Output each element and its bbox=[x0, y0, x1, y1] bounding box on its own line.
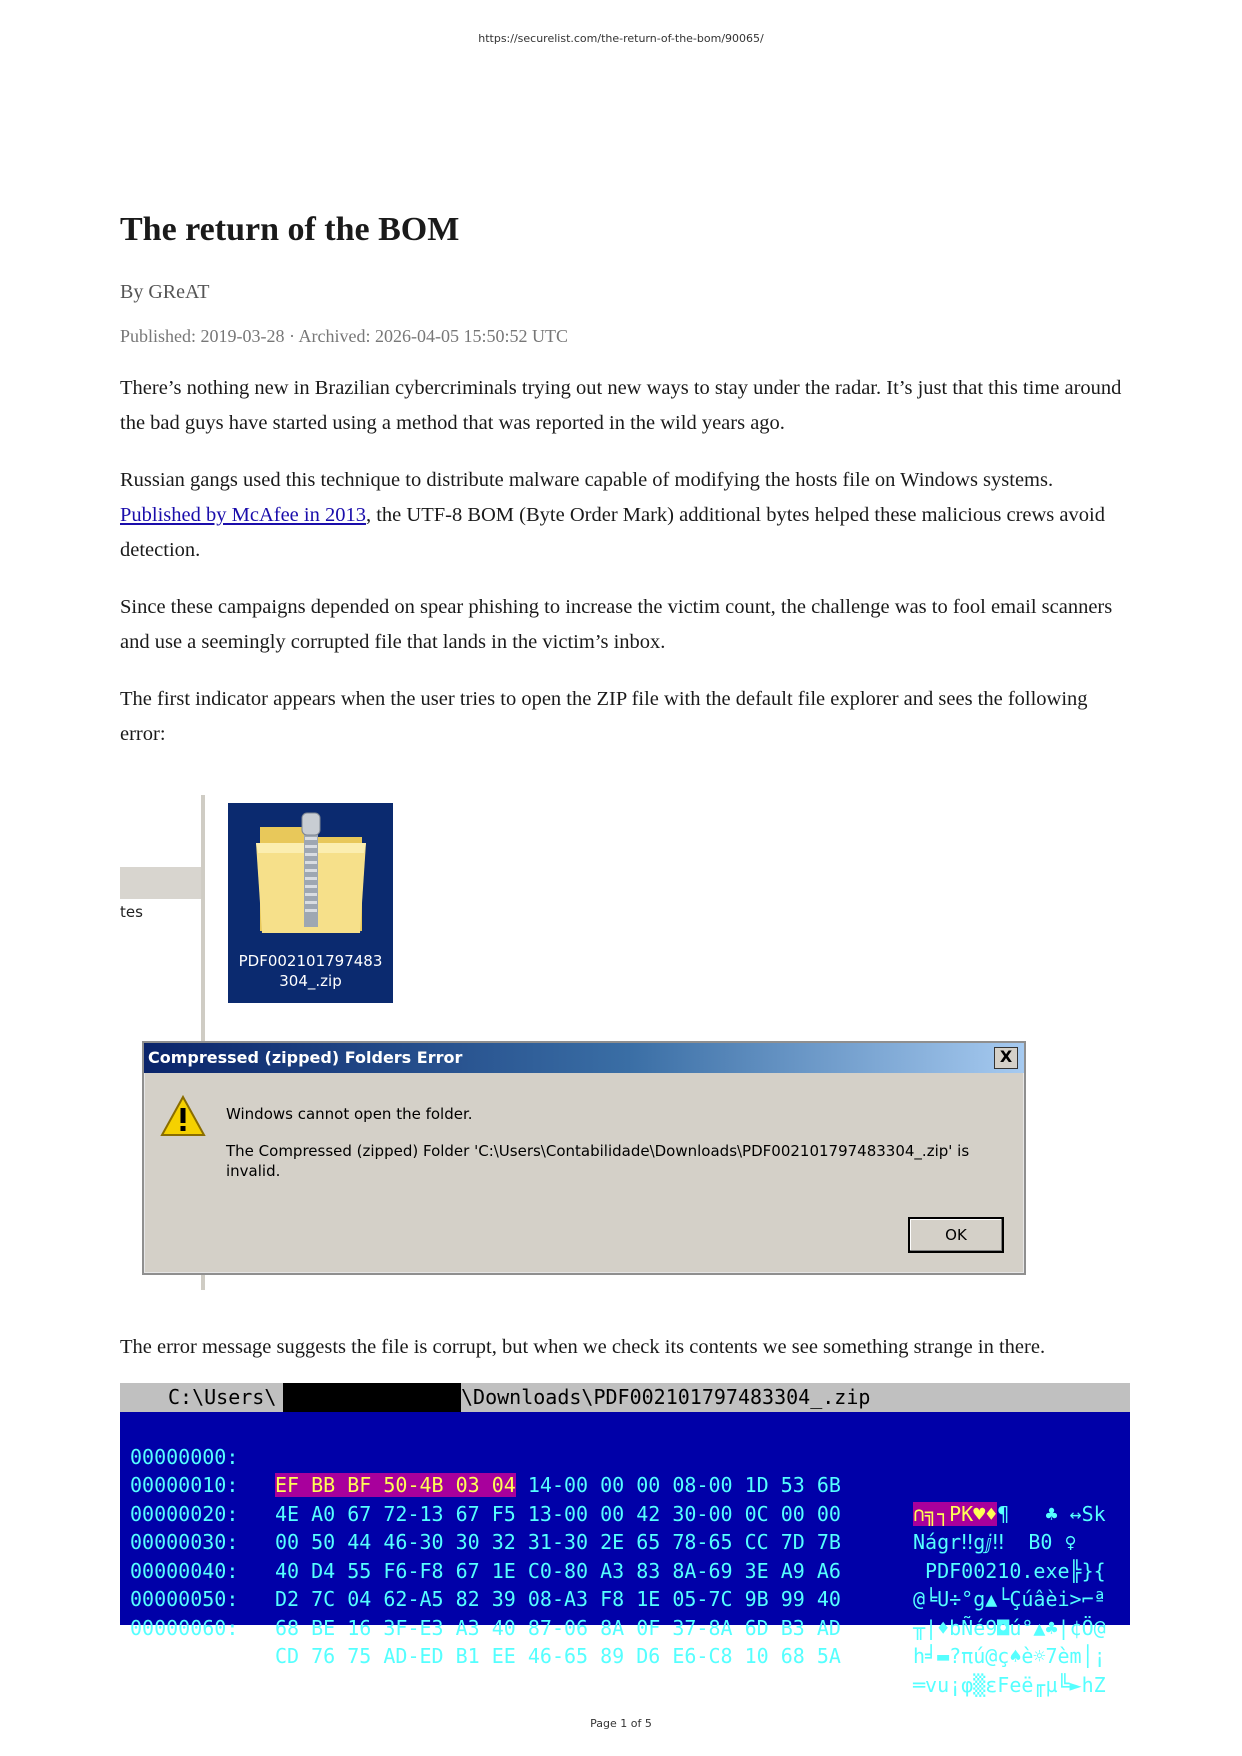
article bbox=[120, 210, 1130, 774]
hex-ascii: PDF00210.exe╠}{ bbox=[913, 1558, 1106, 1583]
hex-ascii: @╘U÷°g▲└Çúâèi>⌐ª bbox=[913, 1587, 1106, 1611]
hex-offset: 00000040: bbox=[130, 1558, 239, 1583]
paragraph-2 bbox=[120, 463, 1130, 568]
hex-offset: 00000020: bbox=[130, 1501, 239, 1526]
zip-folder-icon bbox=[252, 809, 370, 939]
dialog-ok-button[interactable]: OK bbox=[908, 1217, 1004, 1253]
error-dialog bbox=[142, 1041, 1026, 1275]
hex-bytes: 4E A0 67 72-13 67 F5 13-00 00 42 30-00 0C 00 00 bbox=[275, 1501, 841, 1526]
publish-meta: Published: 2019-03-28 · Archived: 2026-04-05 15:50:52 UTC bbox=[120, 325, 568, 346]
dialog-titlebar bbox=[144, 1043, 1024, 1073]
paragraph-2-text-b: , the UTF-8 BOM (Byte Order Mark) additional bytes helped these malicious crews avoid detection. bbox=[120, 503, 1105, 561]
hex-ascii: ╥|♦bÑé9◘ú°▲♣|¢Ö@ bbox=[913, 1615, 1106, 1640]
hex-dump-screenshot bbox=[120, 1383, 1130, 1697]
dialog-close-button[interactable]: X bbox=[994, 1047, 1018, 1069]
hex-offset: 00000030: bbox=[130, 1530, 239, 1554]
hex-bytes: 40 D4 55 F6-F8 67 1E C0-80 A3 83 8A-69 3E A9 A6 bbox=[275, 1558, 841, 1583]
paragraph-1: There’s nothing new in Brazilian cybercriminals trying out new ways to stay under the radar. It’s just that this time around the bad guys have started using a method that was reported in the wild years ago. bbox=[120, 376, 1122, 434]
mcafee-link[interactable]: Published by McAfee in 2013 bbox=[120, 503, 366, 526]
hex-rows bbox=[120, 1412, 1130, 1697]
paragraph-5: The error message suggests the file is corrupt, but when we check its contents we see something strange in there. bbox=[120, 1336, 1046, 1358]
hex-ascii-rest: ¶ ♣ ↔Sk bbox=[997, 1501, 1106, 1526]
hex-bytes: 00 50 44 46-30 30 32 31-30 2E 65 78-65 CC 7D 7B bbox=[275, 1530, 841, 1554]
page-url-header: https://securelist.com/the-return-of-the-bom/90065/ bbox=[478, 32, 764, 45]
explorer-error-screenshot bbox=[120, 795, 1025, 1295]
zip-file-name bbox=[228, 951, 393, 991]
hex-ascii: ═vu¡φ▒εFeë╓µ╚►hZ bbox=[913, 1672, 1106, 1697]
hex-path-bar bbox=[120, 1383, 1130, 1412]
hex-ascii: h╛▬?πú@ç♠è☼7èm│¡ bbox=[913, 1644, 1106, 1668]
zip-file-name-line-1: PDF002101797483 bbox=[238, 952, 383, 970]
hex-path-right: \Downloads\PDF002101797483304_.zip bbox=[461, 1385, 871, 1409]
zip-file-name-line-2: 304_.zip bbox=[279, 972, 342, 990]
explorer-sidebar-label: tes bbox=[120, 903, 143, 921]
warning-icon bbox=[160, 1095, 206, 1137]
hex-offset: 00000060: bbox=[130, 1615, 239, 1640]
hex-path-left: C:\Users\ bbox=[168, 1385, 277, 1409]
hex-bytes: 68 BE 16 3F-E3 A3 40 87-06 8A 0F 37-8A 6D B3 AD bbox=[275, 1615, 841, 1640]
paragraph-3: Since these campaigns depended on spear phishing to increase the victim count, the challenge was to fool email scanners and use a seemingly corrupted file that lands in the victim’s inbox. bbox=[120, 595, 1113, 653]
zip-file-icon-tile[interactable] bbox=[228, 803, 393, 1003]
redacted-username bbox=[283, 1383, 461, 1412]
paragraph-2-text-a: Russian gangs used this technique to distribute malware capable of modifying the hosts file on Windows systems. bbox=[120, 468, 1054, 491]
bom-ascii-highlight: ∩╗┐PK♥♦ bbox=[913, 1501, 998, 1526]
dialog-message-1: Windows cannot open the folder. bbox=[226, 1105, 473, 1123]
hex-offset: 00000000: bbox=[130, 1444, 239, 1469]
page-footer: Page 1 of 5 bbox=[590, 1717, 652, 1730]
paragraph-4: The first indicator appears when the user tries to open the ZIP file with the default file explorer and sees the following error: bbox=[120, 687, 1088, 745]
dialog-message-2: The Compressed (zipped) Folder 'C:\Users\Contabilidade\Downloads\PDF002101797483304_.zip' is invalid. bbox=[226, 1142, 970, 1180]
hex-offset: 00000010: bbox=[130, 1473, 239, 1497]
hex-ascii: Nágr‼gⅉ‼ B0 ♀ bbox=[913, 1530, 1077, 1554]
byline: By GReAT bbox=[120, 280, 210, 303]
bom-bytes-highlight: EF BB BF 50-4B 03 04 bbox=[275, 1473, 516, 1497]
hex-offset: 00000050: bbox=[130, 1587, 239, 1611]
hex-bytes: CD 76 75 AD-ED B1 EE 46-65 89 D6 E6-C8 10 68 5A bbox=[275, 1644, 841, 1668]
hex-bytes-rest: 14-00 00 00 08-00 1D 53 6B bbox=[515, 1473, 841, 1497]
hex-bytes: D2 7C 04 62-A5 82 39 08-A3 F8 1E 05-7C 9B 99 40 bbox=[275, 1587, 841, 1611]
dialog-title: Compressed (zipped) Folders Error bbox=[148, 1048, 463, 1067]
explorer-sidebar-strip bbox=[120, 867, 203, 899]
article-title: The return of the BOM bbox=[120, 211, 460, 248]
